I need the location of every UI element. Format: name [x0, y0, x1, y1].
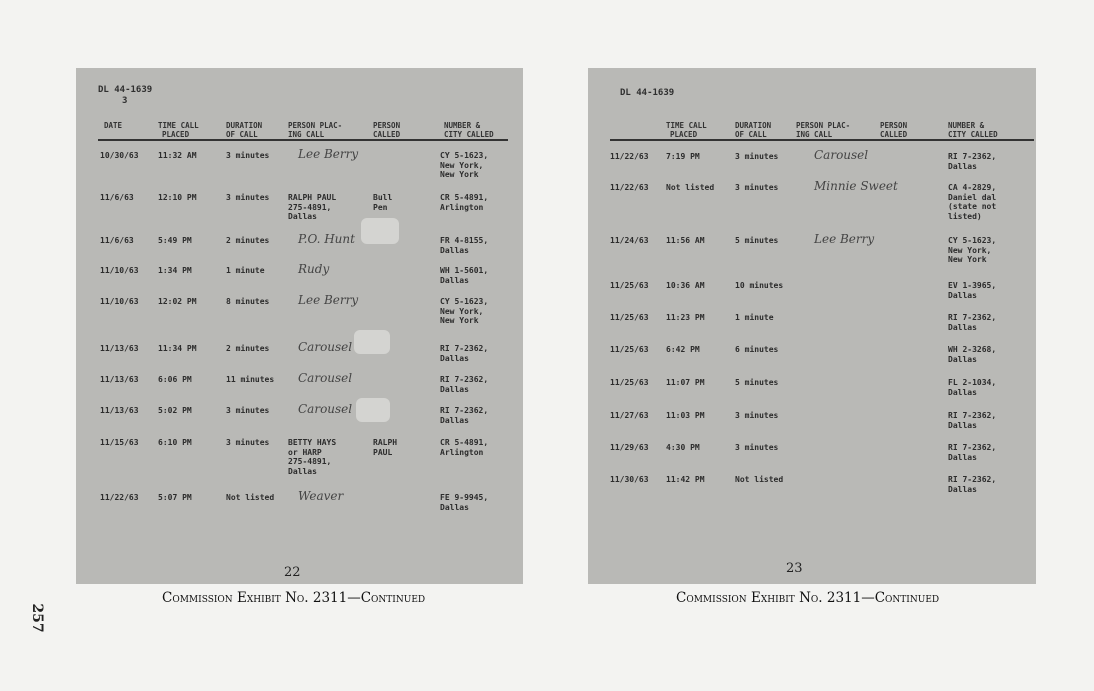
header-time-2: PLACED [162, 130, 190, 139]
row-number: RI 7-2362, Dallas [948, 475, 997, 494]
header-number-2: CITY CALLED [444, 130, 494, 139]
tape-mark [354, 330, 390, 354]
header-placing-1: PERSON PLAC- [796, 121, 851, 130]
row-time: 11:32 AM [158, 151, 197, 160]
row-number: CA 4-2829, Daniel dal (state not listed) [948, 183, 997, 221]
row-number: CY 5-1623, New York, New York [948, 236, 997, 264]
row-date: 11/27/63 [610, 411, 649, 420]
right-exhibit-caption: Commission Exhibit No. 2311—Continued [676, 590, 940, 606]
file-subreference: 3 [122, 96, 128, 106]
row-duration: 2 minutes [226, 344, 270, 353]
row-duration: 3 minutes [735, 152, 779, 161]
row-number: RI 7-2362, Dallas [948, 411, 997, 430]
row-date: 11/25/63 [610, 345, 649, 354]
row-duration: 3 minutes [226, 193, 270, 202]
row-hand: Minnie Sweet [814, 179, 898, 193]
row-hand: Carousel [814, 148, 869, 162]
header-called-1: PERSON [373, 121, 401, 130]
row-number: FL 2-1034, Dallas [948, 378, 997, 397]
header-number-2: CITY CALLED [948, 130, 998, 139]
left-document-page [76, 68, 523, 584]
row-number: CR 5-4891, Arlington [440, 438, 489, 457]
row-date: 11/22/63 [610, 152, 649, 161]
row-time: 12:10 PM [158, 193, 197, 202]
row-time: 11:42 PM [666, 475, 705, 484]
row-time: Not listed [666, 183, 715, 192]
row-hand: Rudy [298, 262, 330, 276]
row-duration: 5 minutes [735, 378, 779, 387]
row-number: CY 5-1623, New York, New York [440, 297, 489, 325]
row-time: 6:06 PM [158, 375, 192, 384]
book-page-number: 257 [29, 603, 45, 633]
row-date: 11/13/63 [100, 406, 139, 415]
row-called: Bull Pen [373, 193, 393, 212]
tape-mark [356, 398, 390, 422]
row-date: 11/24/63 [610, 236, 649, 245]
row-time: 5:02 PM [158, 406, 192, 415]
row-time: 12:02 PM [158, 297, 197, 306]
row-hand: Carousel [298, 340, 353, 354]
row-time: 6:42 PM [666, 345, 700, 354]
row-hand: P.O. Hunt [298, 232, 355, 246]
row-duration: 3 minutes [226, 151, 270, 160]
row-date: 11/22/63 [100, 493, 139, 502]
row-number: RI 7-2362, Dallas [948, 443, 997, 462]
file-reference: DL 44-1639 [98, 85, 153, 95]
row-number: RI 7-2362, Dallas [440, 344, 489, 363]
row-duration: 5 minutes [735, 236, 779, 245]
row-date: 11/13/63 [100, 375, 139, 384]
header-duration-1: DURATION [735, 121, 772, 130]
row-date: 11/25/63 [610, 281, 649, 290]
page-number: 23 [786, 561, 803, 576]
header-placing-1: PERSON PLAC- [288, 121, 343, 130]
header-duration-2: OF CALL [735, 130, 767, 139]
row-date: 11/22/63 [610, 183, 649, 192]
row-date: 11/6/63 [100, 193, 134, 202]
row-placing: RALPH PAUL 275-4891, Dallas [288, 193, 337, 221]
header-rule [98, 139, 508, 141]
row-duration: 3 minutes [735, 183, 779, 192]
row-date: 11/6/63 [100, 236, 134, 245]
row-date: 10/30/63 [100, 151, 139, 160]
row-number: RI 7-2362, Dallas [948, 313, 997, 332]
header-number-1: NUMBER & [948, 121, 985, 130]
header-duration-1: DURATION [226, 121, 263, 130]
row-date: 11/10/63 [100, 266, 139, 275]
row-number: RI 7-2362, Dallas [948, 152, 997, 171]
row-date: 11/13/63 [100, 344, 139, 353]
row-duration: Not listed [735, 475, 784, 484]
header-called-1: PERSON [880, 121, 908, 130]
row-time: 11:07 PM [666, 378, 705, 387]
row-duration: 11 minutes [226, 375, 275, 384]
row-hand: Carousel [298, 402, 353, 416]
row-duration: 1 minute [735, 313, 774, 322]
row-date: 11/15/63 [100, 438, 139, 447]
header-date: DATE [104, 121, 123, 130]
header-called-2: CALLED [373, 130, 401, 139]
row-time: 11:23 PM [666, 313, 705, 322]
row-time: 4:30 PM [666, 443, 700, 452]
header-rule [610, 139, 1034, 141]
row-duration: 2 minutes [226, 236, 270, 245]
header-number-1: NUMBER & [444, 121, 481, 130]
row-number: EV 1-3965, Dallas [948, 281, 997, 300]
header-time-2: PLACED [670, 130, 698, 139]
row-duration: 10 minutes [735, 281, 784, 290]
row-hand: Lee Berry [298, 293, 359, 307]
row-duration: 1 minute [226, 266, 265, 275]
row-time: 6:10 PM [158, 438, 192, 447]
row-time: 1:34 PM [158, 266, 192, 275]
header-placing-2: ING CALL [288, 130, 325, 139]
row-number: WH 1-5601, Dallas [440, 266, 489, 285]
row-number: WH 2-3268, Dallas [948, 345, 997, 364]
row-placing: BETTY HAYS or HARP 275-4891, Dallas [288, 438, 337, 476]
row-hand: Lee Berry [298, 147, 359, 161]
row-date: 11/25/63 [610, 378, 649, 387]
header-called-2: CALLED [880, 130, 908, 139]
row-date: 11/25/63 [610, 313, 649, 322]
row-duration: 3 minutes [226, 406, 270, 415]
row-duration: 3 minutes [735, 411, 779, 420]
row-time: 11:56 AM [666, 236, 705, 245]
row-time: 11:34 PM [158, 344, 197, 353]
row-duration: 8 minutes [226, 297, 270, 306]
row-time: 5:49 PM [158, 236, 192, 245]
row-date: 11/29/63 [610, 443, 649, 452]
row-called: RALPH PAUL [373, 438, 398, 457]
row-hand: Carousel [298, 371, 353, 385]
header-time-1: TIME CALL [666, 121, 707, 130]
row-number: CY 5-1623, New York, New York [440, 151, 489, 179]
header-placing-2: ING CALL [796, 130, 833, 139]
row-hand: Weaver [298, 489, 344, 503]
file-reference: DL 44-1639 [620, 88, 675, 98]
row-number: RI 7-2362, Dallas [440, 406, 489, 425]
row-duration: 3 minutes [735, 443, 779, 452]
left-exhibit-caption: Commission Exhibit No. 2311—Continued [162, 590, 426, 606]
row-date: 11/10/63 [100, 297, 139, 306]
header-duration-2: OF CALL [226, 130, 258, 139]
row-number: FR 4-8155, Dallas [440, 236, 489, 255]
row-duration: 3 minutes [226, 438, 270, 447]
row-number: RI 7-2362, Dallas [440, 375, 489, 394]
row-time: 5:07 PM [158, 493, 192, 502]
row-time: 10:36 AM [666, 281, 705, 290]
row-date: 11/30/63 [610, 475, 649, 484]
row-time: 7:19 PM [666, 152, 700, 161]
page-number: 22 [284, 565, 301, 580]
tape-mark [361, 218, 399, 244]
row-number: FE 9-9945, Dallas [440, 493, 489, 512]
row-number: CR 5-4891, Arlington [440, 193, 489, 212]
row-hand: Lee Berry [814, 232, 875, 246]
row-duration: 6 minutes [735, 345, 779, 354]
header-time-1: TIME CALL [158, 121, 199, 130]
row-time: 11:03 PM [666, 411, 705, 420]
right-document-page [588, 68, 1036, 584]
row-duration: Not listed [226, 493, 275, 502]
